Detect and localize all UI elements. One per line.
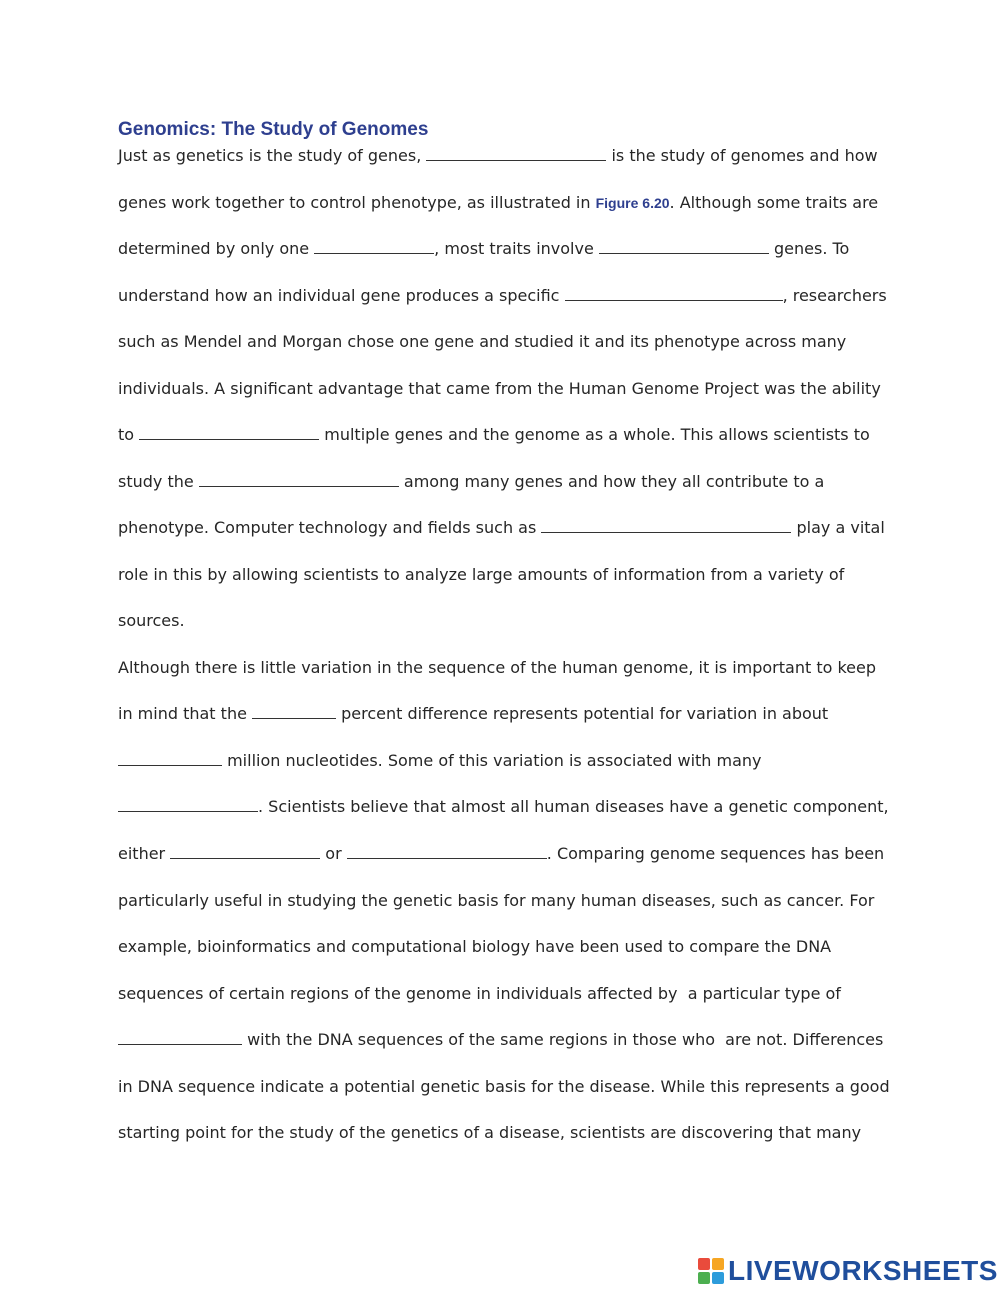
- text-fragment: phenotype. Computer technology and fields such as: [118, 518, 542, 537]
- text-fragment: . Comparing genome sequences has been: [546, 844, 885, 863]
- text-line: role in this by allowing scientists to analyze large amounts of information from a variety of: [118, 565, 845, 584]
- liveworksheets-logo: [698, 1256, 998, 1286]
- text-line: sequences of certain regions of the genome in individuals affected by a particular type of: [118, 984, 841, 1003]
- text-fragment: Just as genetics is the study of genes,: [118, 146, 427, 165]
- text-fragment: study the: [118, 472, 199, 491]
- text-fragment: is the study of genomes and how: [606, 146, 878, 165]
- logo-wordmark: LIVEWORKSHEETS: [728, 1255, 998, 1286]
- blank-study[interactable]: [139, 424, 319, 440]
- text-fragment: determined by only one: [118, 239, 315, 258]
- text-fragment: genes work together to control phenotype, as illustrated in: [118, 193, 596, 212]
- blank-interactions[interactable]: [199, 471, 399, 487]
- blank-bioinformatics[interactable]: [541, 517, 791, 533]
- text-line: starting point for the study of the genetics of a disease, scientists are discovering that many: [118, 1123, 862, 1142]
- text-line: [118, 750, 762, 772]
- logo-square: [712, 1272, 724, 1284]
- liveworksheets-logo-icon: [698, 1258, 724, 1284]
- text-fragment: in mind that the: [118, 704, 253, 723]
- text-line: sources.: [118, 611, 185, 630]
- blank-genomics[interactable]: [426, 145, 606, 161]
- text-line: [118, 424, 870, 446]
- text-line: in DNA sequence indicate a potential genetic basis for the disease. While this represents a good: [118, 1077, 890, 1096]
- blank-diseases[interactable]: [118, 796, 258, 812]
- text-fragment: million nucleotides. Some of this variation is associated with many: [222, 751, 762, 770]
- text-line: [118, 238, 849, 260]
- text-line: Although there is little variation in the sequence of the human genome, it is important to keep: [118, 658, 877, 677]
- text-line: [118, 471, 824, 493]
- blank-gene[interactable]: [314, 238, 434, 254]
- text-fragment: . Scientists believe that almost all human diseases have a genetic component,: [258, 797, 889, 816]
- text-fragment: or: [320, 844, 347, 863]
- page-title: Genomics: The Study of Genomes: [118, 119, 429, 140]
- text-fragment: among many genes and how they all contribute to a: [398, 472, 825, 491]
- blank-percent[interactable]: [252, 703, 336, 719]
- text-line: [118, 285, 887, 307]
- blank-cancer[interactable]: [118, 1029, 242, 1045]
- text-line: individuals. A significant advantage that came from the Human Genome Project was the ability: [118, 379, 881, 398]
- text-fragment: , researchers: [782, 286, 887, 305]
- text-line: particularly useful in studying the genetic basis for many human diseases, such as cancer. For: [118, 891, 875, 910]
- text-fragment: with the DNA sequences of the same regions in those who are not. Differences: [242, 1030, 884, 1049]
- blank-causative[interactable]: [170, 843, 320, 859]
- blank-phenotype[interactable]: [565, 285, 783, 301]
- text-fragment: percent difference represents potential for variation in about: [336, 704, 829, 723]
- blank-million[interactable]: [118, 750, 222, 766]
- text-line: such as Mendel and Morgan chose one gene and studied it and its phenotype across many: [118, 332, 847, 351]
- text-line: [118, 145, 878, 167]
- text-fragment: either: [118, 844, 171, 863]
- text-fragment: multiple genes and the genome as a whole. This allows scientists to: [319, 425, 870, 444]
- text-fragment: play a vital: [791, 518, 885, 537]
- text-fragment: understand how an individual gene produces a specific: [118, 286, 565, 305]
- text-line: [118, 192, 878, 214]
- text-line: [118, 703, 828, 725]
- logo-square: [698, 1258, 710, 1270]
- figure-reference: Figure 6.20: [595, 195, 670, 211]
- logo-square: [698, 1272, 710, 1284]
- text-fragment: . Although some traits are: [669, 193, 879, 212]
- text-fragment: to: [118, 425, 140, 444]
- text-line: [118, 796, 889, 818]
- text-line: [118, 517, 885, 539]
- text-line: [118, 1029, 883, 1051]
- logo-square: [712, 1258, 724, 1270]
- blank-susceptibility[interactable]: [347, 843, 547, 859]
- text-fragment: genes. To: [768, 239, 850, 258]
- blank-multiple[interactable]: [599, 238, 769, 254]
- text-fragment: , most traits involve: [434, 239, 599, 258]
- text-line: [118, 843, 884, 865]
- text-line: example, bioinformatics and computational biology have been used to compare the DNA: [118, 937, 832, 956]
